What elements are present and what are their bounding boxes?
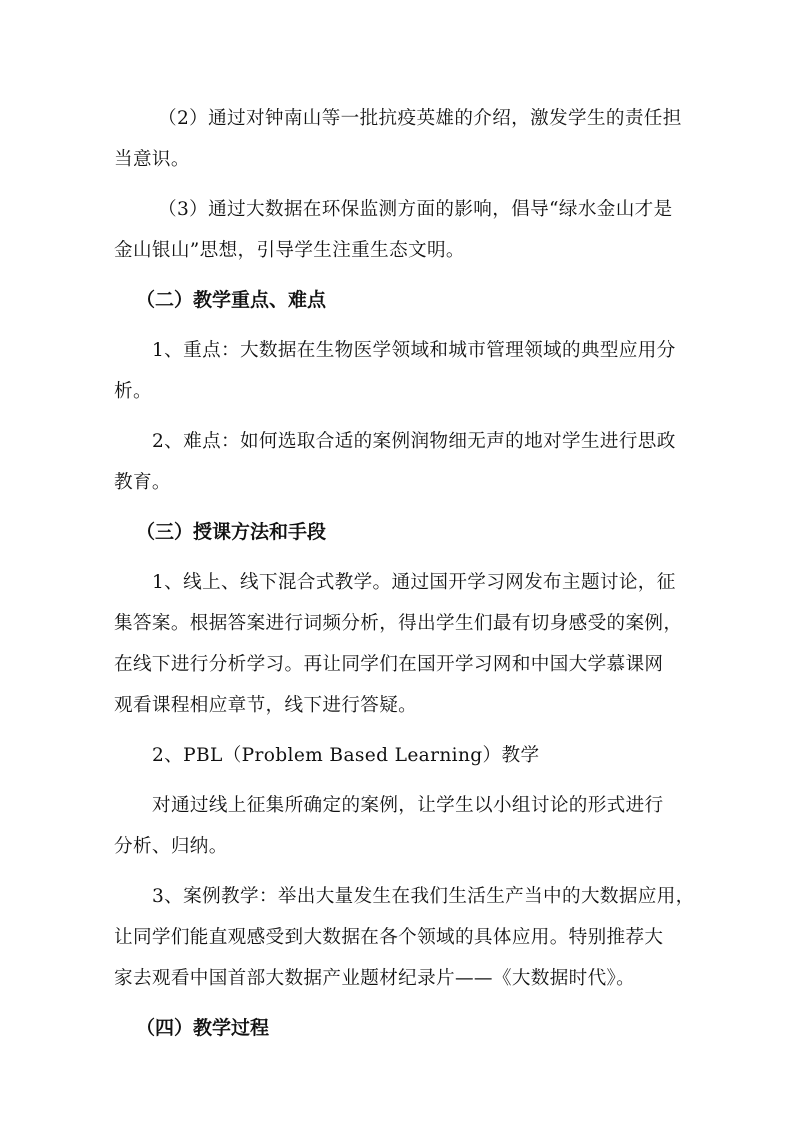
paragraph-text: 让同学们能直观感受到大数据在各个领域的具体应用。特别推荐大	[114, 927, 664, 948]
paragraph-text: 分析、归纳。	[114, 836, 228, 857]
paragraph-pbl-title	[114, 735, 680, 776]
paragraph-text: （3）通过大数据在环保监测方面的影响，倡导“绿水金山才是	[158, 199, 673, 220]
paragraph-goal-3	[114, 189, 680, 271]
paragraph-text: 1、线上、线下混合式教学。通过国开学习网发布主题讨论，征	[152, 572, 676, 593]
paragraph-key-point	[114, 330, 680, 412]
paragraph-difficult-point	[114, 421, 680, 503]
paragraph-text: 3、案例教学：举出大量发生在我们生活生产当中的大数据应用，	[152, 886, 695, 907]
heading-text: （二）教学重点、难点	[136, 289, 327, 311]
paragraph-blended-teaching	[114, 562, 683, 726]
paragraph-text: 1、重点：大数据在生物医学领域和城市管理领域的典型应用分	[152, 340, 676, 361]
paragraph-text: 在线下进行分析学习。再让同学们在国开学习网和中国大学慕课网	[114, 654, 664, 675]
paragraph-text: 教育。	[114, 472, 171, 493]
paragraph-goal-2	[114, 98, 680, 180]
paragraph-text: （2）通过对钟南山等一批抗疫英雄的介绍，激发学生的责任担	[158, 108, 682, 129]
paragraph-text: 观看课程相应章节，线下进行答疑。	[114, 695, 418, 716]
heading-text: （三）授课方法和手段	[136, 521, 327, 543]
section-heading-process	[114, 1008, 680, 1049]
paragraph-text: 集答案。根据答案进行词频分析，得出学生们最有切身感受的案例，	[114, 613, 683, 634]
paragraph-text: 对通过线上征集所确定的案例，让学生以小组讨论的形式进行	[152, 795, 664, 816]
paragraph-text: 金山银山”思想，引导学生注重生态文明。	[114, 240, 465, 261]
paragraph-text: 当意识。	[114, 149, 190, 170]
section-heading-key-points	[114, 280, 680, 321]
paragraph-text: 2、PBL（Problem Based Learning）教学	[152, 745, 540, 766]
document-body	[114, 98, 695, 1058]
paragraph-text: 析。	[114, 381, 152, 402]
section-heading-methods	[114, 512, 680, 553]
heading-text: （四）教学过程	[136, 1017, 270, 1039]
paragraph-case-teaching	[114, 876, 695, 999]
paragraph-pbl-body	[114, 785, 680, 867]
paragraph-text: 家去观看中国首部大数据产业题材纪录片——《大数据时代》。	[114, 968, 636, 989]
paragraph-text: 2、难点：如何选取合适的案例润物细无声的地对学生进行思政	[152, 431, 676, 452]
